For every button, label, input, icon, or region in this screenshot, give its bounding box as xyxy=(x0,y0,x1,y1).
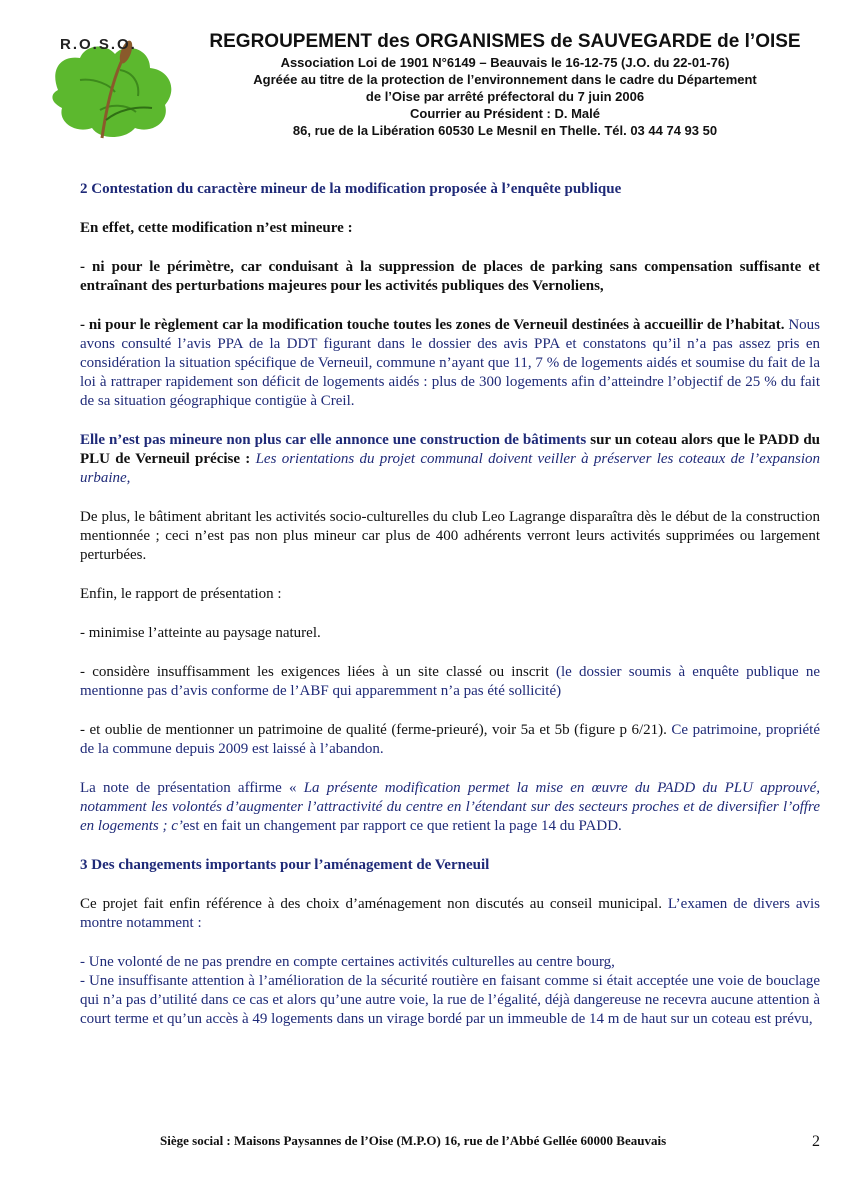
paragraph-reglement xyxy=(80,316,820,411)
paragraph-paysage: - minimise l’atteinte au paysage naturel. xyxy=(80,625,321,641)
coteau-bold-blue: Elle n’est pas mineure non plus car elle annonce une construction de bâtiments xyxy=(80,432,587,448)
note-quote: La présente modification permet la mise en œuvre du PADD du PLU approuvé, notamment les volontés d’augmenter l’attractivité du centre en l’étendant sur des secteurs proches et de diversifier l’offre en logements ; c’ xyxy=(80,780,820,834)
roso-logo xyxy=(40,30,190,142)
section-2-heading: 2 Contestation du caractère mineur de la modification proposée à l’enquête publique xyxy=(80,181,622,197)
paragraph-leo-lagrange: De plus, le bâtiment abritant les activités socio-culturelles du club Leo Lagrange disparaîtra dès le début de la construction mentionnée ; ceci n’est pas non plus mineur car plus de 400 adhérents verront leurs activités supprimées ou largement perturbées. xyxy=(80,509,820,563)
logo-text: R.O.S.O. xyxy=(60,36,137,53)
paragraph-enfin: Enfin, le rapport de présentation : xyxy=(80,586,282,602)
letterhead xyxy=(30,28,820,143)
paragraph-projet xyxy=(80,895,820,933)
paragraph-site-classe xyxy=(80,663,820,701)
patrimoine-b: Ce patrimoine, propriété de la commune depuis 2009 est laissé à l’abandon. xyxy=(80,722,820,757)
page-number: 2 xyxy=(812,1133,820,1150)
patrimoine-a: - et oublie de mentionner un patrimoine de qualité (ferme-prieuré), voir 5a et 5b (figure p 6/21). xyxy=(80,722,667,738)
organization-title: REGROUPEMENT des ORGANISMES de SAUVEGARDE de l’OISE xyxy=(209,31,801,52)
section-3-heading: 3 Des changements importants pour l’aménagement de Verneuil xyxy=(80,857,490,873)
reglement-rest: Nous avons consulté l’avis PPA de la DDT figurant dans le dossier des avis PPA et constatons qu’il n’a pas assez pris en considération la situation spécifique de Verneuil, commune n’ayant que 11, 7 % de logements aidés et soumise du fait de la loi à rattraper rapidement son déficit de logements aidés : plus de 300 logements afin d’atteindre l’objectif de 25 % du fait de sa situation géographique contigüe à Creil. xyxy=(80,317,820,409)
address-line: 86, rue de la Libération 60530 Le Mesnil en Thelle. Tél. 03 44 74 93 50 xyxy=(292,123,718,138)
document-body xyxy=(80,180,820,1049)
site-classe-b: (le dossier soumis à enquête publique ne mentionne pas d’avis conforme de l’ABF qui apparemment n’a pas été sollicité) xyxy=(80,664,820,699)
approval-line-2: de l’Oise par arrêté préfectoral du 7 juin 2006 xyxy=(365,89,645,104)
projet-a: Ce projet fait enfin référence à des choix d’aménagement non discutés au conseil municipal. xyxy=(80,896,662,912)
paragraph-patrimoine xyxy=(80,721,820,759)
paragraph-perimeter: - ni pour le périmètre, car conduisant à la suppression de places de parking sans compensation suffisante et entraînant des perturbations majeures pour les activités publiques des Vernoliens, xyxy=(80,259,820,294)
site-classe-a: - considère insuffisamment les exigences liées à un site classé ou inscrit xyxy=(80,664,557,680)
reglement-bold: - ni pour le règlement car la modification touche toutes les zones de Verneuil destinées à accueillir de l’habitat. xyxy=(80,317,785,333)
footer-address: Siège social : Maisons Paysannes de l’Oise (M.P.O) 16, rue de l’Abbé Gellée 60000 Beauvais xyxy=(160,1133,667,1148)
list-item-culture: - Une volonté de ne pas prendre en compte certaines activités culturelles au centre bourg, xyxy=(80,954,615,970)
projet-b: L’examen de divers avis montre notamment : xyxy=(80,896,821,931)
note-a: La note de présentation affirme « xyxy=(80,780,304,796)
letterhead-text xyxy=(190,30,820,139)
association-line: Association Loi de 1901 N°6149 – Beauvais le 16-12-75 (J.O. du 22-01-76) xyxy=(280,55,730,70)
coteau-quote: Les orientations du projet communal doivent veiller à préserver les coteaux de l’expansion urbaine, xyxy=(80,451,820,486)
coteau-bold: sur un coteau alors que le PADD du PLU de Verneuil précise : xyxy=(80,432,821,467)
note-b: est en fait un changement par rapport ce que retient la page 14 du PADD. xyxy=(182,818,622,834)
list-item-securite: - Une insuffisante attention à l’amélioration de la sécurité routière en faisant comme si était acceptée une voie de bouclage qui n’a pas d’utilité dans ce cas et alors qu’une autre voie, la rue de l’égalité, déjà dangereuse ne recevra aucune attention à court terme et qu’un accès à 49 logements dans un virage bordé par un immeuble de 14 m de haut sur un coteau est prévu, xyxy=(80,973,820,1027)
approval-line-1: Agréée au titre de la protection de l’environnement dans le cadre du Département xyxy=(253,72,757,87)
paragraph-intro: En effet, cette modification n’est mineure : xyxy=(80,220,353,236)
president-line: Courrier au Président : D. Malé xyxy=(410,106,600,121)
paragraph-coteau xyxy=(80,431,820,488)
paragraph-note xyxy=(80,779,820,836)
